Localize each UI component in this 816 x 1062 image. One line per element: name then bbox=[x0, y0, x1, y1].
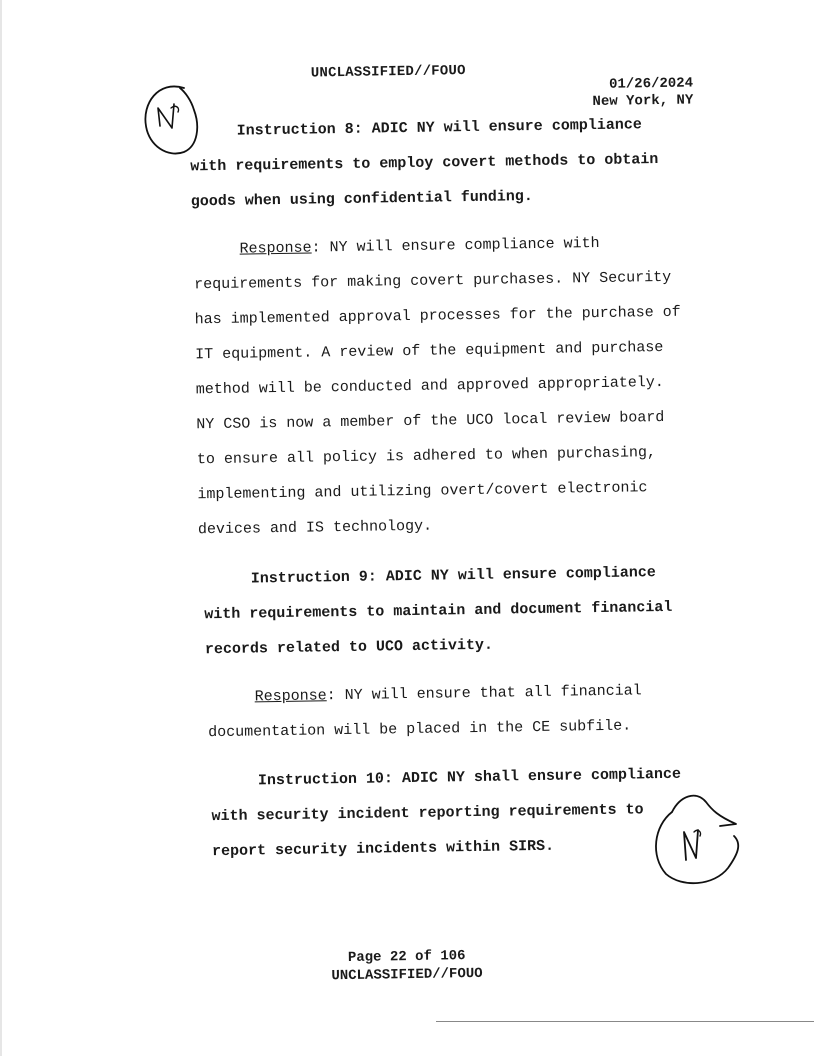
document-meta bbox=[592, 75, 693, 111]
classification-footer: UNCLASSIFIED//FOUO bbox=[331, 965, 483, 985]
response-8-line-4: IT equipment. A review of the equipment and purchase bbox=[195, 338, 664, 364]
response-8-line-6: NY CSO is now a member of the UCO local review board bbox=[196, 408, 665, 434]
response-9-line-2: documentation will be placed in the CE subfile. bbox=[208, 717, 632, 742]
document-date: 01/26/2024 bbox=[608, 75, 694, 93]
instruction-8-line-3: goods when using confidential funding. bbox=[190, 187, 534, 211]
instruction-9-line-3: records related to UCO activity. bbox=[204, 636, 494, 659]
handwritten-initials-mark-bottom bbox=[646, 782, 746, 890]
response-8-line-8: implementing and utilizing overt/covert electronic bbox=[197, 479, 648, 504]
instruction-10-line-1: Instruction 10: ADIC NY shall ensure compliance bbox=[257, 765, 682, 790]
instruction-10-line-3: report security incidents within SIRS. bbox=[211, 837, 555, 861]
response-8-line-9: devices and IS technology. bbox=[197, 517, 433, 539]
response-8-line-2: requirements for making covert purchases. NY Security bbox=[194, 268, 672, 294]
page-number: Page 22 of 106 bbox=[347, 948, 466, 966]
instruction-9-line-2: with requirements to maintain and document financial bbox=[204, 598, 673, 624]
instruction-8-line-1: Instruction 8: ADIC NY will ensure compliance bbox=[236, 116, 642, 140]
response-8-line-3: has implemented approval processes for the purchase of bbox=[194, 303, 681, 329]
handwritten-initials-mark-top bbox=[140, 82, 202, 160]
classification-header: UNCLASSIFIED//FOUO bbox=[310, 63, 466, 82]
instruction-10-line-2: with security incident reporting requirements to bbox=[211, 801, 644, 826]
response-label: Response bbox=[254, 687, 327, 706]
document-location: New York, NY bbox=[592, 92, 694, 111]
scan-artifact-line bbox=[436, 1021, 814, 1022]
instruction-9-line-1: Instruction 9: ADIC NY will ensure compliance bbox=[250, 564, 656, 588]
response-label: Response bbox=[239, 239, 312, 258]
instruction-8-line-2: with requirements to employ covert methods to obtain bbox=[190, 151, 659, 176]
response-8-line-1 bbox=[239, 235, 599, 258]
response-9-line-1 bbox=[255, 682, 642, 705]
response-9-first-line-text: : NY will ensure that all financial bbox=[326, 682, 642, 705]
response-8-first-line-text: : NY will ensure compliance with bbox=[311, 234, 600, 257]
response-8-line-5: method will be conducted and approved appropriately. bbox=[195, 373, 664, 399]
response-8-line-7: to ensure all policy is adhered to when purchasing, bbox=[196, 444, 657, 469]
